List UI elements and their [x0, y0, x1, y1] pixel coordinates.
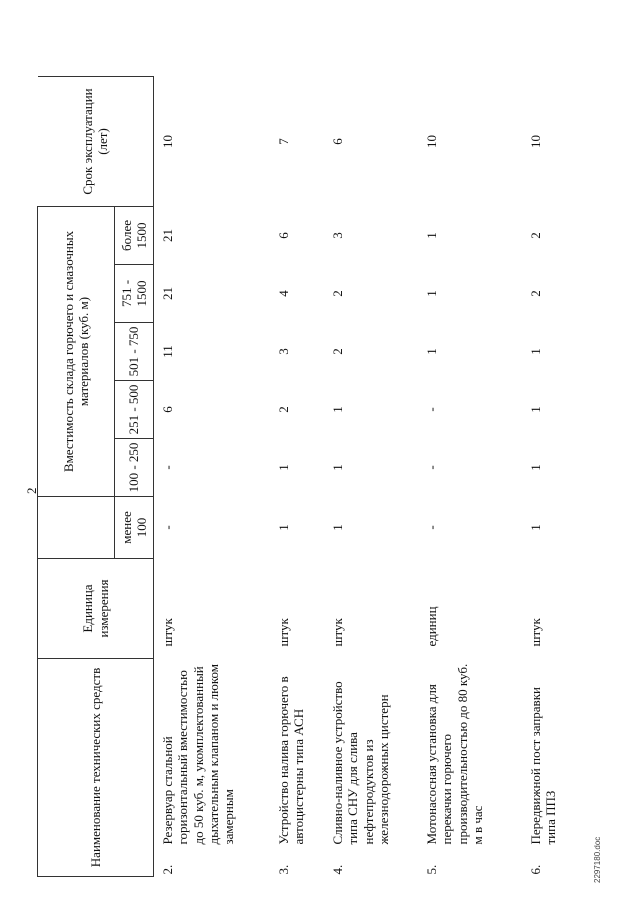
- row-value: -: [160, 525, 175, 530]
- row-name: Сливно-наливное устройство типа СНУ для слива нефтепродуктов из железнодорожных цистерн: [330, 681, 391, 845]
- header-capacity-group: Вместимость склада горючего и смазочных материалов (куб. м): [38, 206, 115, 496]
- row-value: 6: [276, 232, 291, 239]
- table-row: [270, 76, 324, 876]
- row-value: 2: [276, 406, 291, 413]
- row-value: 1: [528, 348, 543, 355]
- row-life: 10: [528, 134, 543, 148]
- row-value: 1: [330, 464, 345, 471]
- table-row: [418, 76, 522, 876]
- row-value: 2: [528, 290, 543, 297]
- header-capacity-col: 100 - 250: [115, 439, 154, 497]
- rotated-page: [24, 77, 602, 883]
- row-name: Устройство налива горючего в автоцистерны типа АСН: [276, 676, 307, 845]
- header-name: Наименование технических средств: [38, 659, 154, 877]
- row-unit: штук: [276, 618, 291, 647]
- header-service-life: Срок эксплуатации (лет): [38, 76, 154, 206]
- row-number: 6.: [528, 864, 543, 875]
- row-value: 3: [330, 232, 345, 239]
- row-value: 2: [330, 290, 345, 297]
- row-value: 1: [424, 290, 439, 297]
- row-life: 10: [424, 134, 439, 148]
- row-number: 4.: [330, 864, 345, 875]
- row-value: 2: [330, 348, 345, 355]
- table-row: [522, 76, 574, 876]
- row-value: 1: [528, 406, 543, 413]
- header-capacity-col: более 1500: [115, 206, 154, 264]
- row-life: 10: [160, 134, 175, 148]
- header-capacity-spacer-2: [80, 497, 115, 559]
- row-number: 3.: [276, 864, 291, 875]
- table-header: [38, 76, 154, 876]
- table-row: [154, 76, 271, 876]
- row-unit: штук: [330, 618, 345, 647]
- page-number: 2: [24, 487, 39, 494]
- row-value: 1: [330, 524, 345, 531]
- header-capacity-col: 251 - 500: [115, 381, 154, 439]
- technical-means-table: [37, 76, 574, 877]
- header-capacity-col: 751 - 1500: [115, 265, 154, 323]
- row-name: Мотонасосная установка для перекачки горючего производительностью до 80 куб. м в час: [424, 663, 485, 845]
- row-value: 1: [330, 406, 345, 413]
- row-unit: единиц: [424, 606, 439, 647]
- row-name: Передвижной пост заправки типа ППЗ: [528, 687, 559, 845]
- row-value: 21: [160, 229, 175, 242]
- row-value: 1: [528, 524, 543, 531]
- row-value: -: [424, 407, 439, 412]
- row-value: 1: [528, 464, 543, 471]
- row-unit: штук: [528, 618, 543, 647]
- row-value: -: [160, 465, 175, 470]
- row-value: 1: [276, 524, 291, 531]
- row-number: 2.: [160, 864, 175, 875]
- row-number: 5.: [424, 864, 439, 875]
- row-life: 7: [276, 138, 291, 145]
- row-value: 4: [276, 290, 291, 297]
- row-value: 3: [276, 348, 291, 355]
- row-value: 11: [160, 345, 175, 358]
- row-value: 1: [424, 348, 439, 355]
- row-value: -: [424, 465, 439, 470]
- header-unit: Единица измерения: [38, 559, 154, 659]
- header-capacity-col: менее 100: [115, 497, 154, 559]
- table-row: [324, 76, 418, 876]
- row-value: -: [424, 525, 439, 530]
- row-value: 1: [276, 464, 291, 471]
- header-capacity-spacer: [38, 497, 81, 559]
- row-value: 21: [160, 287, 175, 300]
- footer-doc-code: 2297180.doc: [593, 836, 602, 883]
- row-value: 2: [528, 232, 543, 239]
- row-life: 6: [330, 138, 345, 145]
- row-value: 1: [424, 232, 439, 239]
- row-unit: штук: [160, 618, 175, 647]
- header-capacity-col: 501 - 750: [115, 323, 154, 381]
- row-name: Резервуар стальной горизонтальный вместимостью до 50 куб. м, укомплектованный дыхательным клапаном и люком замерным: [160, 663, 237, 845]
- row-value: 6: [160, 406, 175, 413]
